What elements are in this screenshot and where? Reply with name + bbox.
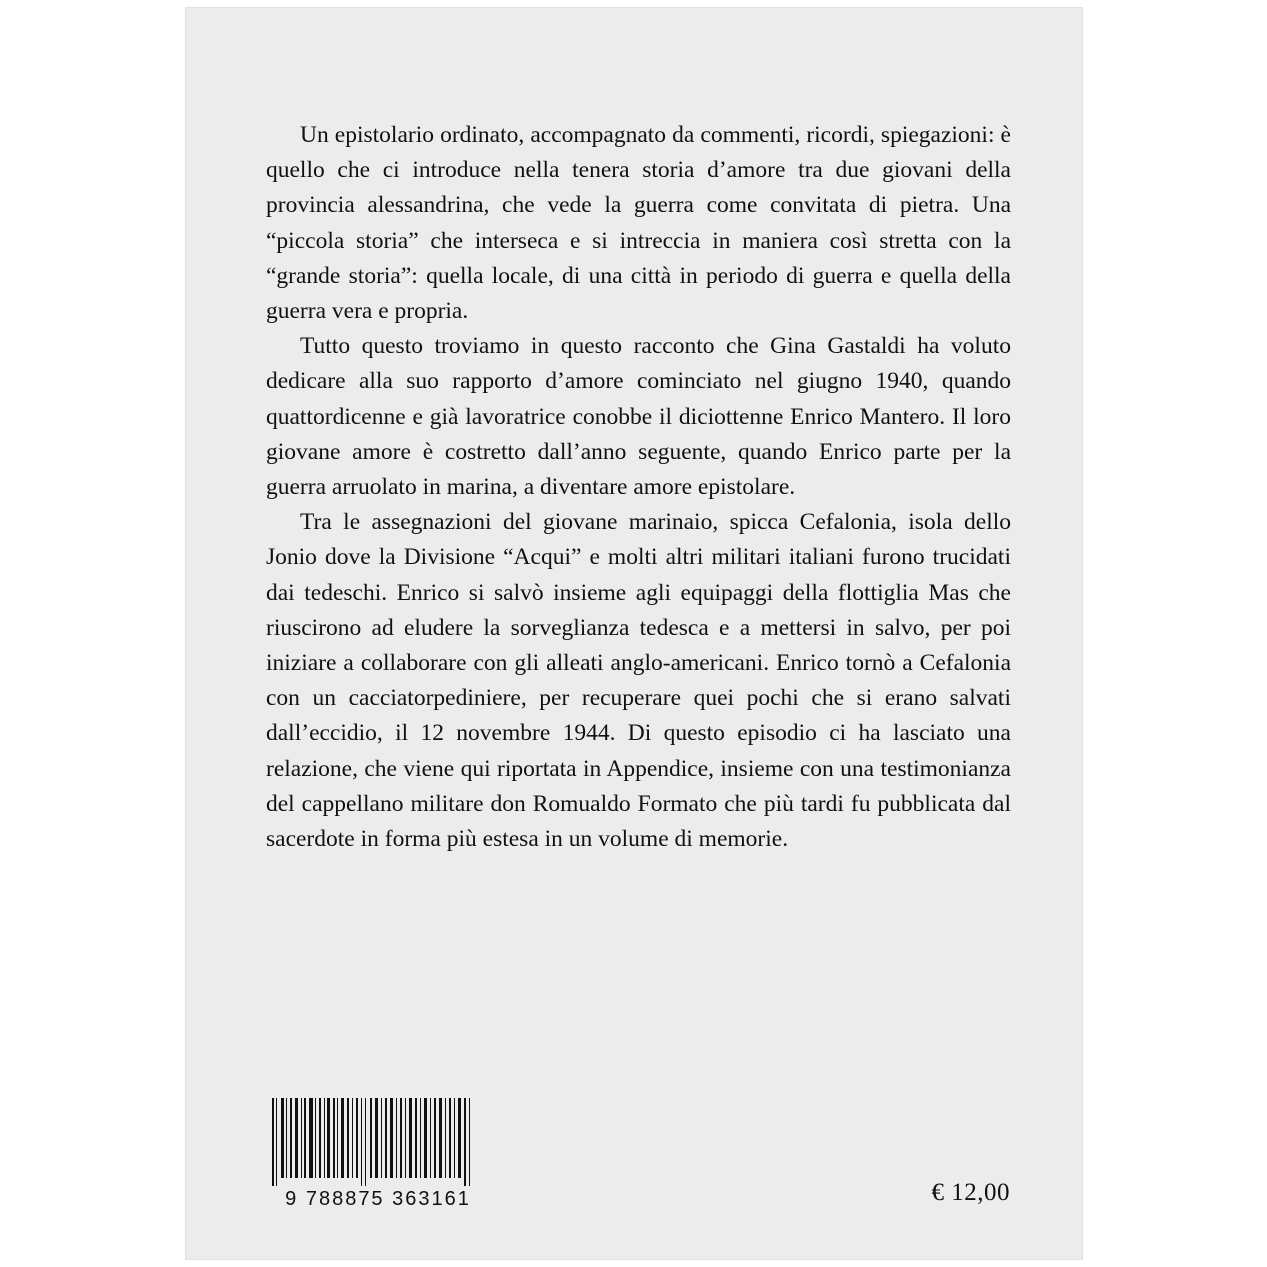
price-label: € 12,00 xyxy=(931,1179,1010,1206)
barcode-icon xyxy=(268,1098,482,1186)
blurb-text-block xyxy=(266,118,1011,857)
blurb-paragraph-1: Un epistolario ordinato, accompagnato da commenti, ricordi, spiegazioni: è quello che ci introduce nella tenera storia d’amore tra due giovani della provincia alessandrina, che vede la guerra come convitata di pietra. Una “piccola storia” che interseca e si intreccia in maniera così stretta con la “grande storia”: quella locale, di una città in periodo di guerra e quella della guerra vera e propria. xyxy=(266,122,1011,325)
blurb-paragraph-3: Tra le assegnazioni del giovane marinaio, spicca Cefalonia, isola dello Jonio dove la Divisione “Acqui” e molti altri militari italiani furono trucidati dai tedeschi. Enrico si salvò insieme agli equipaggi della flottiglia Mas che riuscirono ad eludere la sorveglianza tedesca e a mettersi in salvo, per poi iniziare a collaborare con gli alleati anglo-americani. Enrico tornò a Cefalonia con un cacciatorpediniere, per recuperare quei pochi che si erano salvati dall’eccidio, il 12 novembre 1944. Di questo episodio ci ha lasciato una relazione, che viene qui riportata in Appendice, insieme con una testimonianza del cappellano militare don Romualdo Formato che più tardi fu pubblicata dal sacerdote in forma più estesa in un volume di memorie. xyxy=(266,509,1011,853)
blurb-paragraph-2: Tutto questo troviamo in questo racconto che Gina Gastaldi ha voluto dedicare alla suo rapporto d’amore cominciato nel giugno 1940, quando quattordicenne e già lavoratrice conobbe il diciottenne Enrico Mantero. Il loro giovane amore è costretto dall’anno seguente, quando Enrico parte per la guerra arruolato in marina, a diventare amore epistolare. xyxy=(266,333,1011,501)
barcode xyxy=(268,1098,488,1211)
barcode-number: 9 788875 363161 xyxy=(285,1188,471,1210)
cover-footer xyxy=(186,1039,1082,1259)
book-back-cover xyxy=(186,8,1082,1259)
